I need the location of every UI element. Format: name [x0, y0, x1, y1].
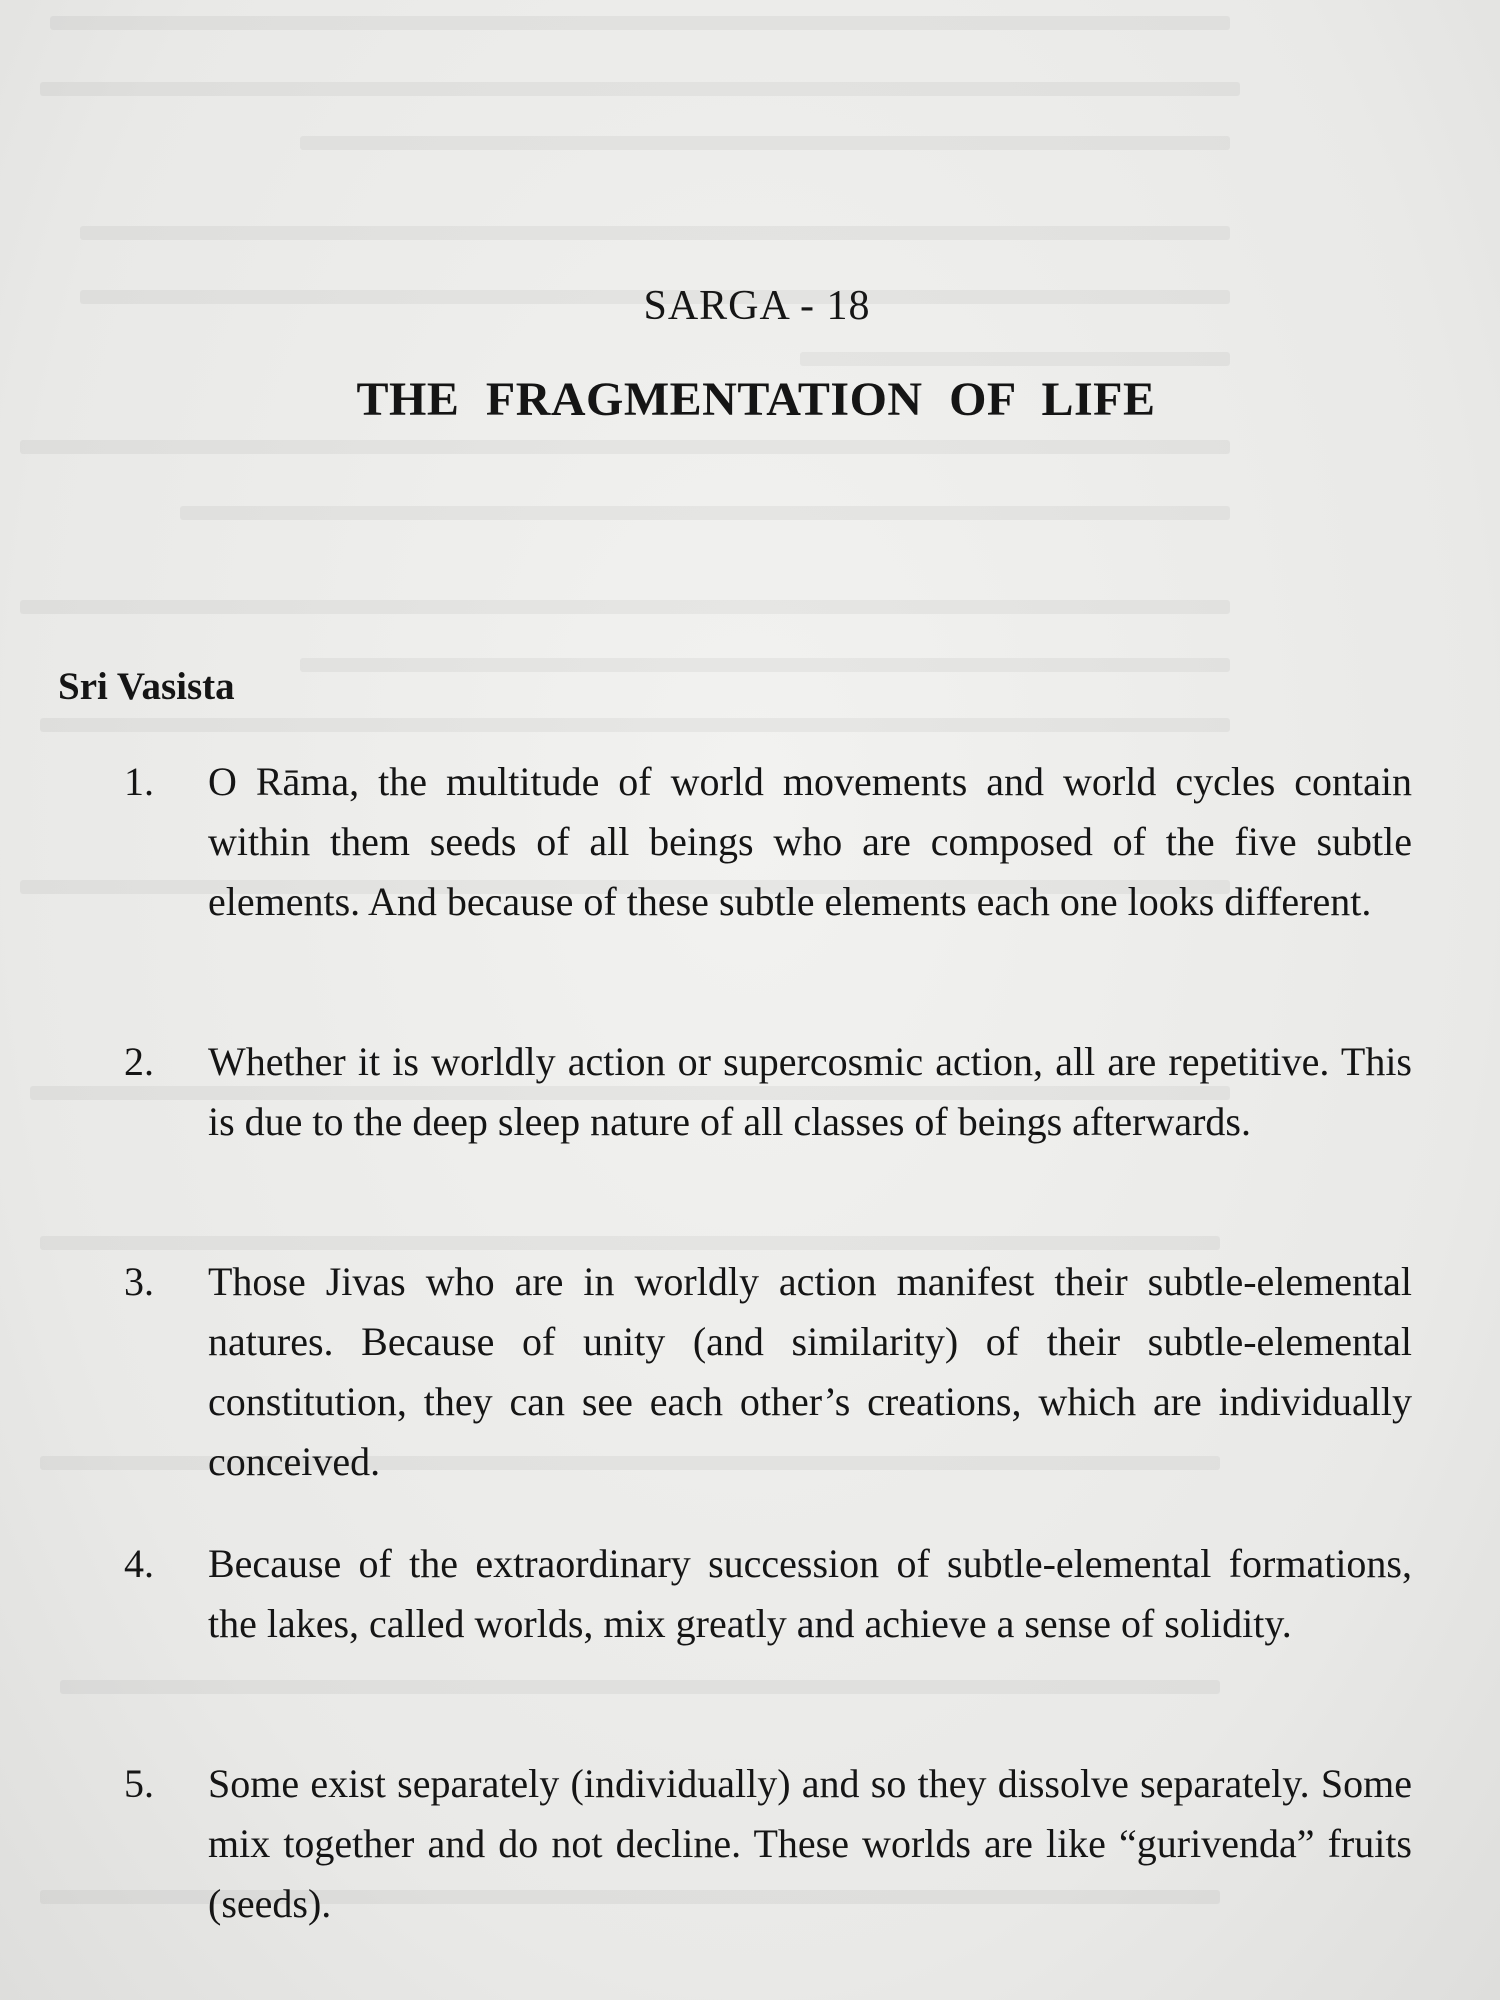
verse-text: Those Jivas who are in worldly action manifest their subtle-elemental natures. Because of unity (and similarity) of their subtle-elemental constitution, they can see each other’s creations, which are individually conceived. [208, 1259, 1412, 1484]
verse-text: O Rāma, the multitude of world movements and world cycles contain within them seeds of all beings who are composed of the five subtle elements. And because of these subtle elements each one looks different. [208, 759, 1412, 924]
verse-number: 1. [124, 759, 154, 804]
chapter-title: THE FRAGMENTATION OF LIFE [356, 373, 1156, 426]
verse-text: Some exist separately (individually) and so they dissolve separately. Some mix together and do not decline. These worlds are like “gurivenda” fruits (seeds). [208, 1761, 1412, 1926]
verse-number: 2. [124, 1039, 154, 1084]
speaker-name: Sri Vasista [58, 665, 235, 708]
sarga-heading: SARGA - 18 [643, 283, 871, 329]
verse-number: 5. [124, 1761, 154, 1806]
verse-text: Because of the extraordinary succession of subtle-elemental formations, the lakes, called worlds, mix greatly and achieve a sense of solidity. [208, 1541, 1412, 1646]
verse-number: 4. [124, 1541, 154, 1586]
verse-text: Whether it is worldly action or supercosmic action, all are repetitive. This is due to the deep sleep nature of all classes of beings afterwards. [208, 1039, 1412, 1144]
verse-number: 3. [124, 1259, 154, 1304]
